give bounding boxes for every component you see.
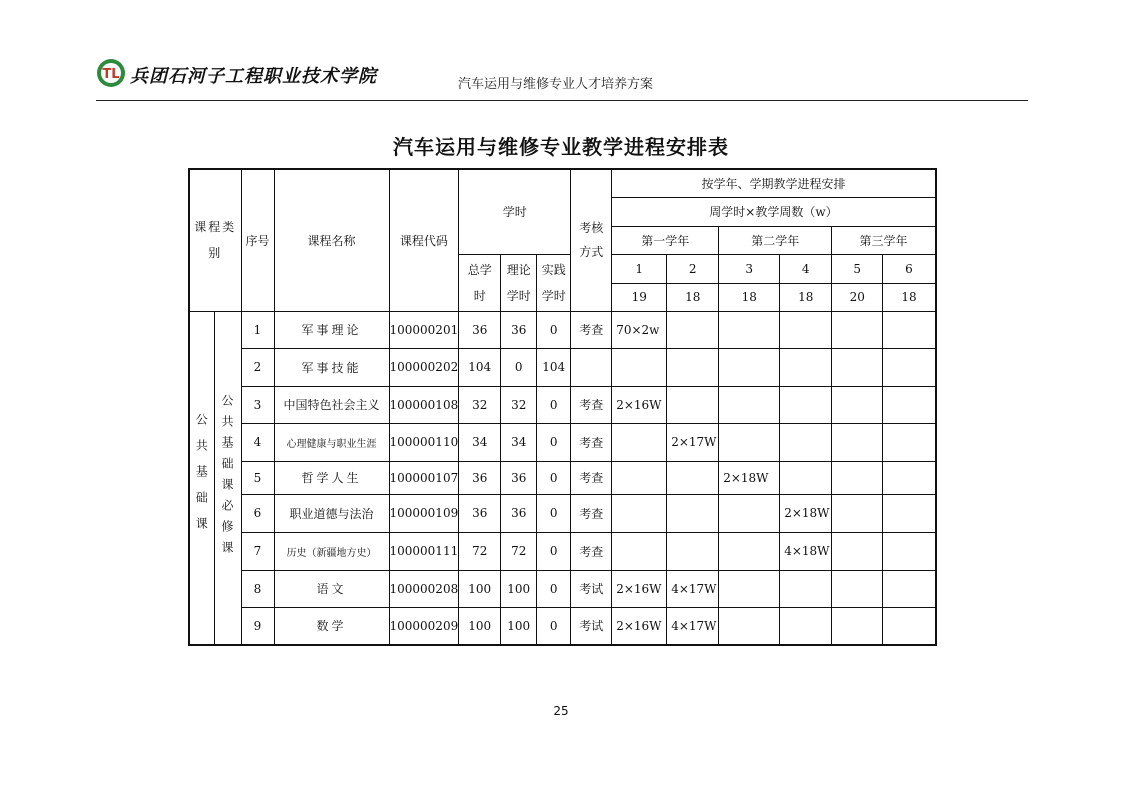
page-number: 25 bbox=[553, 704, 569, 718]
course-code: 100000110 bbox=[389, 423, 459, 461]
header-year-3: 第三学年 bbox=[832, 226, 936, 254]
term-3: 3 bbox=[719, 254, 780, 283]
term-2-hours bbox=[667, 494, 719, 532]
term-1: 1 bbox=[612, 254, 667, 283]
hours-total: 72 bbox=[459, 532, 501, 570]
term-3-hours bbox=[719, 348, 780, 386]
term-2-hours bbox=[667, 461, 719, 494]
header-code: 课程代码 bbox=[389, 169, 459, 311]
term-1-hours bbox=[612, 494, 667, 532]
term-1-hours bbox=[612, 348, 667, 386]
hours-total: 34 bbox=[459, 423, 501, 461]
assess-method: 考查 bbox=[571, 423, 612, 461]
course-name: 心理健康与职业生涯 bbox=[274, 423, 389, 461]
course-seq: 7 bbox=[241, 532, 274, 570]
header-year-2: 第二学年 bbox=[719, 226, 832, 254]
course-seq: 6 bbox=[241, 494, 274, 532]
term-6-hours bbox=[883, 423, 936, 461]
term-6-hours bbox=[883, 461, 936, 494]
course-name: 职业道德与法治 bbox=[274, 494, 389, 532]
subcategory-cell: 公共基础课必修课 bbox=[214, 311, 241, 645]
term-5-hours bbox=[832, 461, 883, 494]
term-6-hours bbox=[883, 348, 936, 386]
table-row bbox=[189, 532, 936, 570]
weeks-4: 18 bbox=[780, 283, 832, 311]
table-row bbox=[189, 607, 936, 645]
assess-method: 考查 bbox=[571, 461, 612, 494]
header-practice: 实践学时 bbox=[537, 254, 571, 311]
term-2-hours bbox=[667, 348, 719, 386]
assess-method: 考查 bbox=[571, 311, 612, 348]
hours-practice: 0 bbox=[537, 494, 571, 532]
header-category: 课程类别 bbox=[189, 169, 241, 311]
table-row bbox=[189, 348, 936, 386]
term-3-hours bbox=[719, 607, 780, 645]
hours-practice: 0 bbox=[537, 461, 571, 494]
header-name: 课程名称 bbox=[274, 169, 389, 311]
course-code: 100000201 bbox=[389, 311, 459, 348]
term-4: 4 bbox=[780, 254, 832, 283]
hours-theory: 32 bbox=[501, 386, 537, 423]
document-title: 汽车运用与维修专业人才培养方案 bbox=[458, 77, 654, 92]
course-code: 100000202 bbox=[389, 348, 459, 386]
course-name: 军事理论 bbox=[274, 311, 389, 348]
hours-theory: 72 bbox=[501, 532, 537, 570]
hours-theory: 36 bbox=[501, 311, 537, 348]
term-4-hours bbox=[780, 311, 832, 348]
term-6-hours bbox=[883, 570, 936, 607]
hours-theory: 34 bbox=[501, 423, 537, 461]
term-6-hours bbox=[883, 311, 936, 348]
assess-method: 考试 bbox=[571, 607, 612, 645]
term-2-hours: 2×17W bbox=[667, 423, 719, 461]
hours-practice: 0 bbox=[537, 423, 571, 461]
course-name: 哲学人生 bbox=[274, 461, 389, 494]
term-3-hours bbox=[719, 494, 780, 532]
term-2-hours: 4×17W bbox=[667, 570, 719, 607]
assess-method: 考查 bbox=[571, 494, 612, 532]
school-logo-icon bbox=[96, 58, 126, 88]
schedule-table bbox=[188, 168, 937, 646]
term-1-hours bbox=[612, 461, 667, 494]
hours-total: 36 bbox=[459, 494, 501, 532]
assess-method bbox=[571, 348, 612, 386]
school-name: 兵团石河子工程职业技术学院 bbox=[130, 66, 377, 87]
term-5: 5 bbox=[832, 254, 883, 283]
table-row bbox=[189, 570, 936, 607]
term-4-hours bbox=[780, 348, 832, 386]
term-3-hours bbox=[719, 386, 780, 423]
hours-practice: 104 bbox=[537, 348, 571, 386]
course-code: 100000109 bbox=[389, 494, 459, 532]
term-4-hours bbox=[780, 423, 832, 461]
term-1-hours bbox=[612, 423, 667, 461]
term-5-hours bbox=[832, 532, 883, 570]
hours-total: 36 bbox=[459, 311, 501, 348]
page-header bbox=[96, 56, 1028, 101]
hours-practice: 0 bbox=[537, 570, 571, 607]
term-5-hours bbox=[832, 494, 883, 532]
header-year-1: 第一学年 bbox=[612, 226, 719, 254]
hours-practice: 0 bbox=[537, 311, 571, 348]
term-4-hours bbox=[780, 570, 832, 607]
term-3-hours bbox=[719, 570, 780, 607]
term-2-hours bbox=[667, 311, 719, 348]
term-4-hours bbox=[780, 607, 832, 645]
table-row bbox=[189, 386, 936, 423]
course-code: 100000108 bbox=[389, 386, 459, 423]
course-name: 历史（新疆地方史） bbox=[274, 532, 389, 570]
course-seq: 4 bbox=[241, 423, 274, 461]
course-seq: 9 bbox=[241, 607, 274, 645]
term-1-hours bbox=[612, 532, 667, 570]
table-row bbox=[189, 423, 936, 461]
term-6: 6 bbox=[883, 254, 936, 283]
term-6-hours bbox=[883, 607, 936, 645]
course-code: 100000111 bbox=[389, 532, 459, 570]
hours-practice: 0 bbox=[537, 607, 571, 645]
course-name: 数学 bbox=[274, 607, 389, 645]
header-total: 总学时 bbox=[459, 254, 501, 311]
hours-total: 36 bbox=[459, 461, 501, 494]
term-1-hours: 2×16W bbox=[612, 607, 667, 645]
assess-method: 考查 bbox=[571, 386, 612, 423]
assess-method: 考查 bbox=[571, 532, 612, 570]
weeks-5: 20 bbox=[832, 283, 883, 311]
term-2: 2 bbox=[667, 254, 719, 283]
hours-theory: 36 bbox=[501, 461, 537, 494]
term-3-hours bbox=[719, 423, 780, 461]
term-2-hours bbox=[667, 386, 719, 423]
hours-practice: 0 bbox=[537, 386, 571, 423]
header-seq: 序号 bbox=[241, 169, 274, 311]
category-cell: 公共基础课 bbox=[189, 311, 214, 645]
term-2-hours bbox=[667, 532, 719, 570]
course-code: 100000208 bbox=[389, 570, 459, 607]
svg-text:TL: TL bbox=[102, 67, 120, 82]
course-code: 100000107 bbox=[389, 461, 459, 494]
hours-theory: 100 bbox=[501, 570, 537, 607]
course-seq: 1 bbox=[241, 311, 274, 348]
term-4-hours bbox=[780, 461, 832, 494]
header-hours: 学时 bbox=[459, 169, 571, 254]
term-4-hours bbox=[780, 386, 832, 423]
hours-theory: 36 bbox=[501, 494, 537, 532]
table-row bbox=[189, 311, 936, 348]
term-1-hours: 70×2w bbox=[612, 311, 667, 348]
course-seq: 8 bbox=[241, 570, 274, 607]
term-6-hours bbox=[883, 386, 936, 423]
term-3-hours bbox=[719, 532, 780, 570]
course-name: 军事技能 bbox=[274, 348, 389, 386]
weeks-2: 18 bbox=[667, 283, 719, 311]
table-row bbox=[189, 494, 936, 532]
table-row bbox=[189, 461, 936, 494]
table-title: 汽车运用与维修专业教学进程安排表 bbox=[393, 135, 729, 159]
course-seq: 2 bbox=[241, 348, 274, 386]
term-3-hours: 2×18W bbox=[719, 461, 780, 494]
term-5-hours bbox=[832, 386, 883, 423]
course-code: 100000209 bbox=[389, 607, 459, 645]
header-assess: 考核方式 bbox=[571, 169, 612, 311]
term-2-hours: 4×17W bbox=[667, 607, 719, 645]
term-3-hours bbox=[719, 311, 780, 348]
hours-total: 100 bbox=[459, 607, 501, 645]
term-4-hours: 4×18W bbox=[780, 532, 832, 570]
header-schedule: 按学年、学期教学进程安排 bbox=[612, 169, 936, 197]
weeks-1: 19 bbox=[612, 283, 667, 311]
hours-practice: 0 bbox=[537, 532, 571, 570]
hours-total: 104 bbox=[459, 348, 501, 386]
term-1-hours: 2×16W bbox=[612, 570, 667, 607]
term-5-hours bbox=[832, 348, 883, 386]
weeks-3: 18 bbox=[719, 283, 780, 311]
term-1-hours: 2×16W bbox=[612, 386, 667, 423]
course-name: 中国特色社会主义 bbox=[274, 386, 389, 423]
assess-method: 考试 bbox=[571, 570, 612, 607]
weeks-6: 18 bbox=[883, 283, 936, 311]
course-seq: 5 bbox=[241, 461, 274, 494]
hours-theory: 0 bbox=[501, 348, 537, 386]
hours-theory: 100 bbox=[501, 607, 537, 645]
term-4-hours: 2×18W bbox=[780, 494, 832, 532]
course-name: 语文 bbox=[274, 570, 389, 607]
term-5-hours bbox=[832, 311, 883, 348]
term-6-hours bbox=[883, 494, 936, 532]
term-5-hours bbox=[832, 423, 883, 461]
hours-total: 32 bbox=[459, 386, 501, 423]
term-6-hours bbox=[883, 532, 936, 570]
header-formula: 周学时×教学周数（w） bbox=[612, 197, 936, 226]
header-theory: 理论学时 bbox=[501, 254, 537, 311]
course-seq: 3 bbox=[241, 386, 274, 423]
hours-total: 100 bbox=[459, 570, 501, 607]
term-5-hours bbox=[832, 570, 883, 607]
term-5-hours bbox=[832, 607, 883, 645]
